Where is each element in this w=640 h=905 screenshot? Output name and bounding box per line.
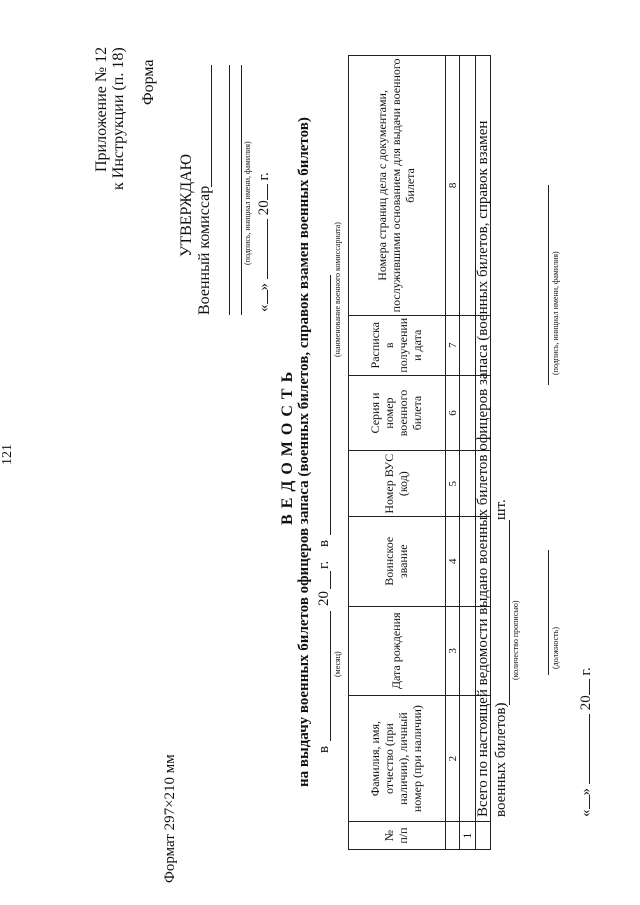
table-cell: [460, 375, 476, 451]
column-number-cell: 6: [446, 375, 460, 451]
table-cell: [460, 696, 476, 822]
approval-signature-caption: (подпись, инициал имени, фамилия): [243, 141, 252, 265]
table-cell: [460, 517, 476, 607]
footer-date: [578, 667, 595, 817]
column-number-cell: 7: [446, 315, 460, 375]
commissariat-caption: (наименование военного комиссариата): [333, 222, 342, 357]
issuance-table: [348, 55, 491, 850]
header-cell: Фамилия, имя, отчество (при наличии), личный номер (при наличии): [349, 696, 446, 822]
commissariat-line: [330, 275, 331, 535]
approval-position: Военный комиссар: [196, 185, 213, 315]
table-cell: [460, 451, 476, 517]
page-number: 121: [0, 444, 15, 465]
in-word-1: в: [316, 745, 332, 753]
month-caption: (месяц): [333, 651, 342, 677]
approval-date-open: «: [256, 304, 272, 312]
format-note: Формат 297×210 мм: [162, 754, 178, 883]
header-cell: № п/п: [349, 822, 446, 850]
month-line: [330, 611, 331, 741]
table-cell: [476, 822, 491, 850]
document-title: В Е Д О М О С Т Ь: [279, 370, 296, 525]
quantity-line: [509, 520, 510, 705]
footer-year-prefix: 20: [578, 695, 594, 711]
total-text-2: военных билетов): [493, 702, 509, 817]
approval-signature-line: [241, 65, 242, 315]
approval-date-mid: »: [256, 283, 272, 291]
column-number-cell: 5: [446, 451, 460, 517]
approval-year-suffix: г.: [256, 172, 272, 181]
footer-signature-line: [548, 185, 549, 385]
column-number-cell: 3: [446, 606, 460, 696]
column-number-cell: 4: [446, 517, 460, 607]
column-number-cell: [446, 822, 460, 850]
footer-signature-caption: (подпись, инициал имени, фамилия): [551, 251, 560, 375]
footer-date-open: «: [578, 809, 594, 817]
header-cell: Расписка в получении и дата: [349, 315, 446, 375]
position-line: [548, 550, 549, 675]
approval-date: [256, 172, 273, 312]
header-cell: Серия и номер военного билета: [349, 375, 446, 451]
document-subtitle: на выдачу военных билетов офицеров запаса (военных билетов, справок взамен военных билетов): [296, 117, 312, 787]
quantity-unit: шт.: [493, 499, 509, 520]
form-label: Форма: [140, 59, 157, 105]
table-cell: 1: [460, 822, 476, 850]
position-caption: (должность): [551, 627, 560, 669]
year-prefix: 20: [316, 591, 332, 606]
table-number-row: [446, 56, 460, 850]
header-cell: Воинское звание: [349, 517, 446, 607]
approval-year-prefix: 20: [256, 200, 272, 216]
in-word-2: в: [316, 539, 332, 547]
table-cell: [460, 315, 476, 375]
column-number-cell: 8: [446, 56, 460, 316]
column-number-cell: 2: [446, 696, 460, 822]
appendix-line-2: к Инструкции (п. 18): [110, 47, 127, 190]
year-line: [330, 571, 331, 589]
header-cell: Номера страниц дела с документами, послужившими основанием для выдачи военного билета: [349, 56, 446, 316]
year-suffix: г.: [316, 560, 332, 569]
footer-date-mid: »: [578, 788, 594, 796]
approval-line-2: [229, 65, 230, 315]
table-header-row: [349, 56, 446, 850]
header-cell: Номер ВУС (код): [349, 451, 446, 517]
table-cell: [460, 56, 476, 316]
approval-position-line: [211, 65, 212, 187]
table-row: [460, 56, 476, 850]
total-text: Всего по настоящей ведомости выдано военных билетов офицеров запаса (военных билетов, справок взамен: [475, 120, 491, 817]
approval-title: УТВЕРЖДАЮ: [178, 153, 195, 257]
header-cell: Дата рождения: [349, 606, 446, 696]
table-cell: [460, 606, 476, 696]
quantity-caption: (количество прописью): [511, 600, 520, 680]
appendix-line-1: Приложение № 12: [93, 46, 110, 172]
footer-year-suffix: г.: [578, 667, 594, 676]
